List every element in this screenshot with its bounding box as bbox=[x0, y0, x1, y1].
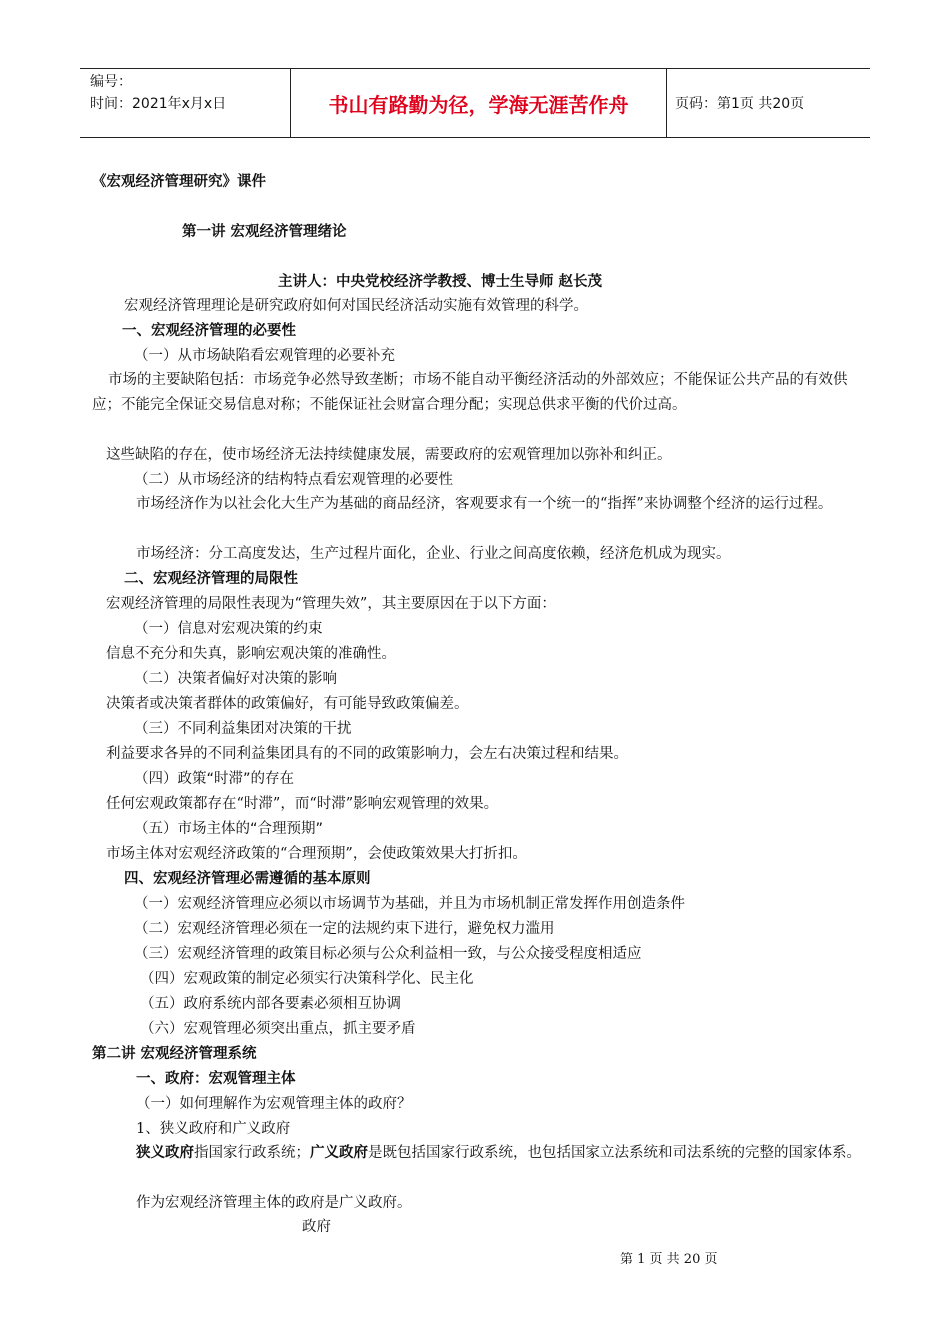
lecture2-item-1: 1、狭义政府和广义政府 bbox=[136, 1121, 291, 1137]
section-2-3-paragraph: 利益要求各异的不同利益集团具有的不同的政策影响力，会左右决策过程和结果。 bbox=[106, 746, 628, 762]
course-title: 《宏观经济管理研究》课件 bbox=[92, 174, 266, 190]
principle-1: （一）宏观经济管理应必须以市场调节为基础，并且为市场机制正常发挥作用创造条件 bbox=[134, 896, 685, 912]
section-2-4-paragraph: 任何宏观政策都存在“时滞”，而“时滞”影响宏观管理的效果。 bbox=[106, 796, 499, 812]
section-2-1-paragraph: 信息不充分和失真，影响宏观决策的准确性。 bbox=[106, 646, 396, 662]
section-2-5-heading: （五）市场主体的“合理预期” bbox=[134, 821, 324, 837]
date-line: 时间：2021年x月x日 bbox=[90, 96, 227, 112]
broad-government-text: 是既包括国家行政系统，也包括国家立法系统和司法系统的完整的国家体系。 bbox=[368, 1145, 861, 1161]
section-1-1-paragraph: 市场的主要缺陷包括：市场竞争必然导致垄断；市场不能自动平衡经济活动的外部效应；不能保证公共产品的有效供应；不能完全保证交易信息对称；不能保证社会财富合理分配；实现总供求平衡的代价过高。 bbox=[92, 372, 848, 413]
narrow-government-text: 指国家行政系统； bbox=[194, 1145, 310, 1161]
section-2-1-heading: （一）信息对宏观决策的约束 bbox=[134, 621, 323, 637]
speaker-line: 主讲人：中央党校经济学教授、博士生导师 赵长茂 bbox=[278, 273, 603, 290]
header-motto: 书山有路勤为径，学海无涯苦作舟 bbox=[291, 69, 667, 137]
lecture2-section-1-1-heading: （一）如何理解作为宏观管理主体的政府？ bbox=[136, 1096, 412, 1112]
section-1-2-paragraph: 市场经济作为以社会化大生产为基础的商品经济，客观要求有一个统一的“指挥”来协调整个经济的运行过程。 bbox=[136, 496, 833, 512]
section-1-1-paragraph-2: 这些缺陷的存在，使市场经济无法持续健康发展，需要政府的宏观管理加以弥补和纠正。 bbox=[106, 447, 672, 463]
intro-paragraph: 宏观经济管理理论是研究政府如何对国民经济活动实施有效管理的科学。 bbox=[124, 298, 588, 314]
section-2-5-paragraph: 市场主体对宏观经济政策的“合理预期”，会使政策效果大打折扣。 bbox=[106, 846, 527, 862]
diagram-label-government: 政府 bbox=[302, 1219, 331, 1235]
principle-2: （二）宏观经济管理必须在一定的法规约束下进行，避免权力滥用 bbox=[134, 921, 555, 937]
principle-4: （四）宏观政策的制定必须实行决策科学化、民主化 bbox=[140, 971, 474, 987]
header-meta bbox=[80, 69, 291, 137]
broad-government-term: 广义政府 bbox=[310, 1145, 368, 1161]
lecture1-title: 第一讲 宏观经济管理绪论 bbox=[182, 224, 347, 240]
section-1-2-paragraph-2: 市场经济：分工高度发达，生产过程片面化，企业、行业之间高度依赖，经济危机成为现实。 bbox=[136, 546, 731, 562]
section-1-1-heading: （一）从市场缺陷看宏观管理的必要补充 bbox=[134, 348, 395, 364]
page-footer: 第 1 页 共 20 页 bbox=[620, 1252, 718, 1267]
section-2-2-paragraph: 决策者或决策者群体的政策偏好，有可能导致政策偏差。 bbox=[106, 696, 469, 712]
section-1-2-heading: （二）从市场经济的结构特点看宏观管理的必要性 bbox=[134, 472, 453, 488]
lecture2-title: 第二讲 宏观经济管理系统 bbox=[92, 1046, 257, 1062]
principle-5: （五）政府系统内部各要素必须相互协调 bbox=[140, 996, 401, 1012]
definition-paragraph bbox=[92, 1141, 862, 1166]
narrow-government-term: 狭义政府 bbox=[136, 1145, 194, 1161]
principle-3: （三）宏观经济管理的政策目标必须与公众利益相一致，与公众接受程度相适应 bbox=[134, 946, 642, 962]
principle-6: （六）宏观管理必须突出重点，抓主要矛盾 bbox=[140, 1021, 416, 1037]
section-2-4-heading: （四）政策“时滞”的存在 bbox=[134, 771, 295, 787]
page-header bbox=[80, 68, 870, 138]
header-page-info: 页码：第1页 共20页 bbox=[675, 96, 805, 112]
section-2-3-heading: （三）不同利益集团对决策的干扰 bbox=[134, 721, 352, 737]
section-1-heading: 一、宏观经济管理的必要性 bbox=[122, 323, 296, 339]
section-4-heading: 四、宏观经济管理必需遵循的基本原则 bbox=[124, 871, 371, 887]
lecture2-section-1-heading: 一、政府：宏观管理主体 bbox=[136, 1071, 296, 1087]
number-label: 编号： bbox=[90, 74, 132, 90]
section-2-paragraph: 宏观经济管理的局限性表现为“管理失效”，其主要原因在于以下方面： bbox=[106, 596, 556, 612]
conclusion-paragraph: 作为宏观经济管理主体的政府是广义政府。 bbox=[136, 1195, 412, 1211]
section-2-heading: 二、宏观经济管理的局限性 bbox=[124, 571, 298, 587]
section-2-2-heading: （二）决策者偏好对决策的影响 bbox=[134, 671, 337, 687]
